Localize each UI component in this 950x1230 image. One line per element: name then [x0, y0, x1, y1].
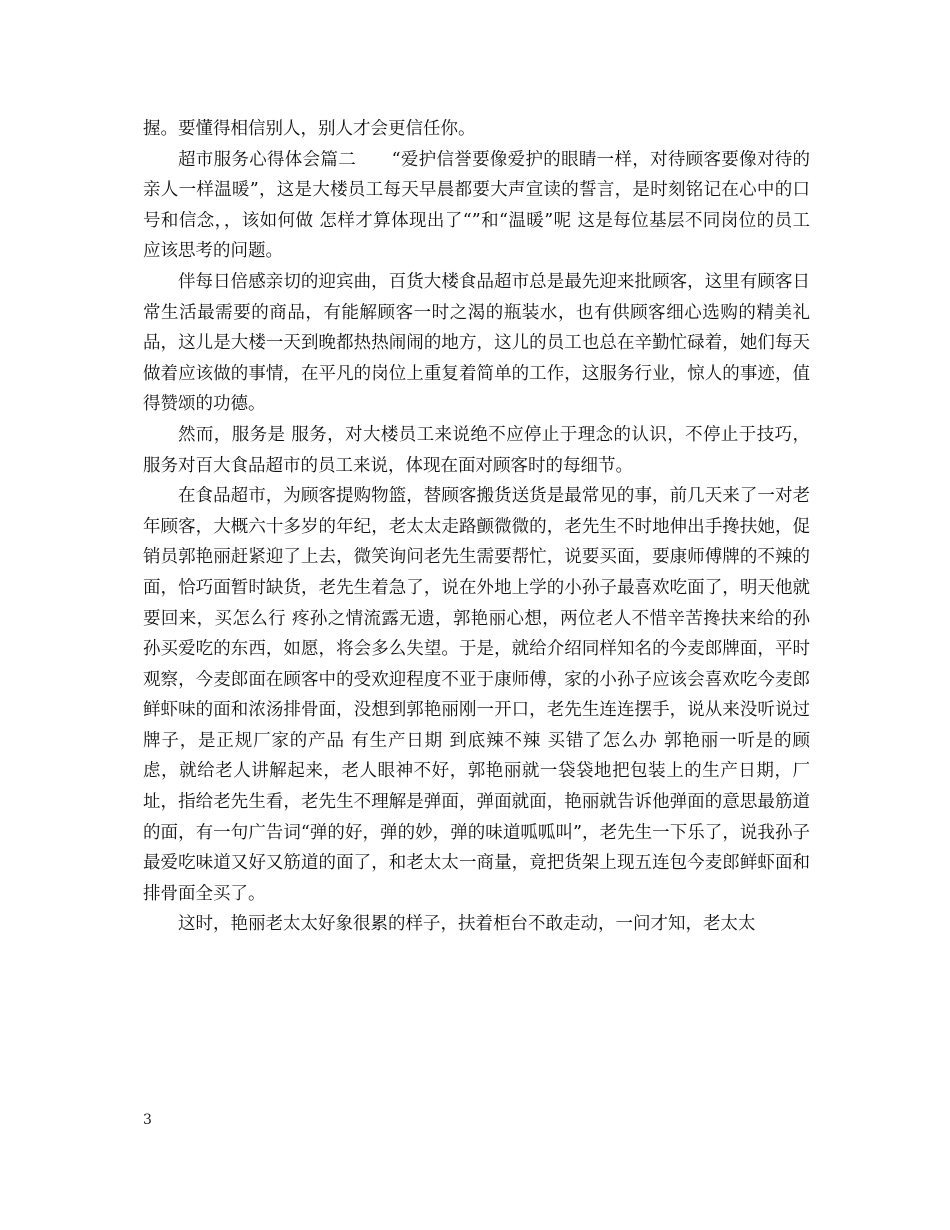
paragraph-6: 这时，艳丽老太太好象很累的样子，扶着柜台不敢走动，一问才知，老太太	[178, 914, 756, 935]
paragraph-3: 伴每日倍感亲切的迎宾曲，百货大楼食品超市总是最先迎来批顾客，这里有顾客日常生活最需要的商品，有能解顾客一时之渴的瓶装水，也有供顾客细心选购的精美礼品，这儿是大楼一天到晚都热热闹闹的地方，这儿的员工也总在辛勤忙碌着，她们每天做着应该做的事情，在平凡的岗位上重复着简单的工作，这服务行业，惊人的事迹，值得赞颂的功德。	[143, 271, 810, 415]
paragraph-1: 握。要懂得相信别人，别人才会更信任你。	[143, 119, 476, 139]
paragraph-2: 超市服务心得体会篇二 “爱护信誉要像爱护的眼睛一样，对待顾客要像对待的亲人一样温暖”，这是大楼员工每天早晨都要大声宣读的誓言，是时刻铭记在心中的口号和信念，，该如何做 怎样才算体现出了“”和“温暖”呢 这是每位基层不同岗位的员工应该思考的问题。	[143, 149, 810, 262]
paragraph-5: 在食品超市，为顾客提购物篮，替顾客搬货送货是最常见的事，前几天来了一对老年顾客，大概六十多岁的年纪，老太太走路颤微微的，老先生不时地伸出手搀扶她，促销员郭艳丽赶紧迎了上去，微笑询问老先生需要帮忙，说要买面，要康师傅牌的不辣的面，恰巧面暂时缺货，老先生着急了，说在外地上学的小孙子最喜欢吃面了，明天他就要回来，买怎么行 疼孙之情流露无遗，郭艳丽心想，两位老人不惜辛苦搀扶来给的孙孙买爱吃的东西，如愿，将会多么失望。于是，就给介绍同样知名的今麦郎牌面，平时观察，今麦郎面在顾客中的受欢迎程度不亚于康师傅，家的小孙子应该会喜欢吃今麦郎鲜虾味的面和浓汤排骨面，没想到郭艳丽刚一开口，老先生连连摆手，说从来没听说过牌子，是正规厂家的产品 有生产日期 到底辣不辣 买错了怎么办 郭艳丽一听是的顾虑，就给老人讲解起来，老人眼神不好，郭艳丽就一袋袋地把包装上的生产日期，厂址，指给老先生看，老先生不理解是弹面，弹面就面，艳丽就告诉他弹面的意思最筋道的面，有一句广告词“弹的好，弹的妙，弹的味道呱呱叫”，老先生一下乐了，说我孙子最爱吃味道又好又筋道的面了，和老太太一商量，竟把货架上现五连包今麦郎鲜虾面和排骨面全买了。	[143, 486, 810, 904]
paragraph-4: 然而，服务是 服务，对大楼员工来说绝不应停止于理念的认识，不停止于技巧，服务对百大食品超市的员工来说，体现在面对顾客时的每细节。	[143, 424, 810, 476]
page-number: 3	[143, 1112, 152, 1128]
document-body	[143, 114, 810, 940]
